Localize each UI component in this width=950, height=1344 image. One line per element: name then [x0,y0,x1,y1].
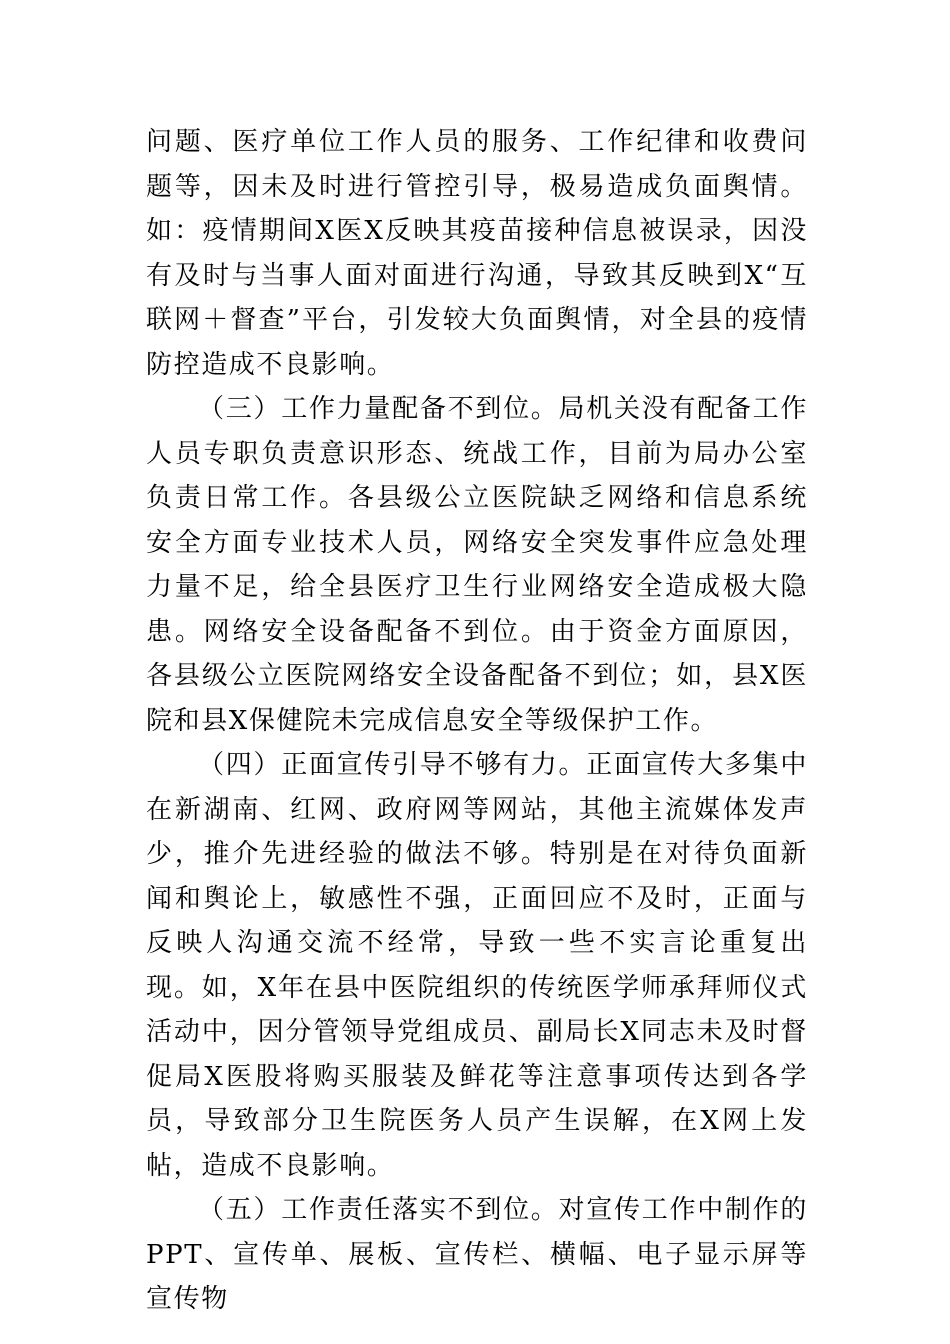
paragraph-responsibility-implementation: （五）工作责任落实不到位。对宣传工作中制作的PPT、宣传单、展板、宣传栏、横幅、电子显示屏等宣传物 [146,1195,808,1314]
document-body [146,120,808,1322]
paragraph-publicity-guidance-issues: （四）正面宣传引导不够有力。正面宣传大多集中在新湖南、红网、政府网等网站，其他主流媒体发声少，推介先进经验的做法不够。特别是在对待负面新闻和舆论上，敏感性不强，正面回应不及时，正面与反映人沟通交流不经常，导致一些不实言论重复出现。如，X年在县中医院组织的传统医学师承拜师仪式活动中，因分管领导党组成员、副局长X同志未及时督促局X医股将购买服装及鲜花等注意事项传达到各学员，导致部分卫生院医务人员产生误解，在X网上发帖，造成不良影响。 [146,750,808,1181]
paragraph-staffing-issues: （三）工作力量配备不到位。局机关没有配备工作人员专职负责意识形态、统战工作，目前为局办公室负责日常工作。各县级公立医院缺乏网络和信息系统安全方面专业技术人员，网络安全突发事件应急处理力量不足，给全县医疗卫生行业网络安全造成极大隐患。网络安全设备配备不到位。由于资金方面原因，各县级公立医院网络安全设备配备不到位；如，县X医院和县X保健院未完成信息安全等级保护工作。 [146,394,808,736]
paragraph-continued-opinion-issues: 问题、医疗单位工作人员的服务、工作纪律和收费问题等，因未及时进行管控引导，极易造成负面舆情。如：疫情期间X医X反映其疫苗接种信息被误录，因没有及时与当事人面对面进行沟通，导致其反映到X“互联网＋督查”平台，引发较大负面舆情，对全县的疫情防控造成不良影响。 [146,127,808,380]
